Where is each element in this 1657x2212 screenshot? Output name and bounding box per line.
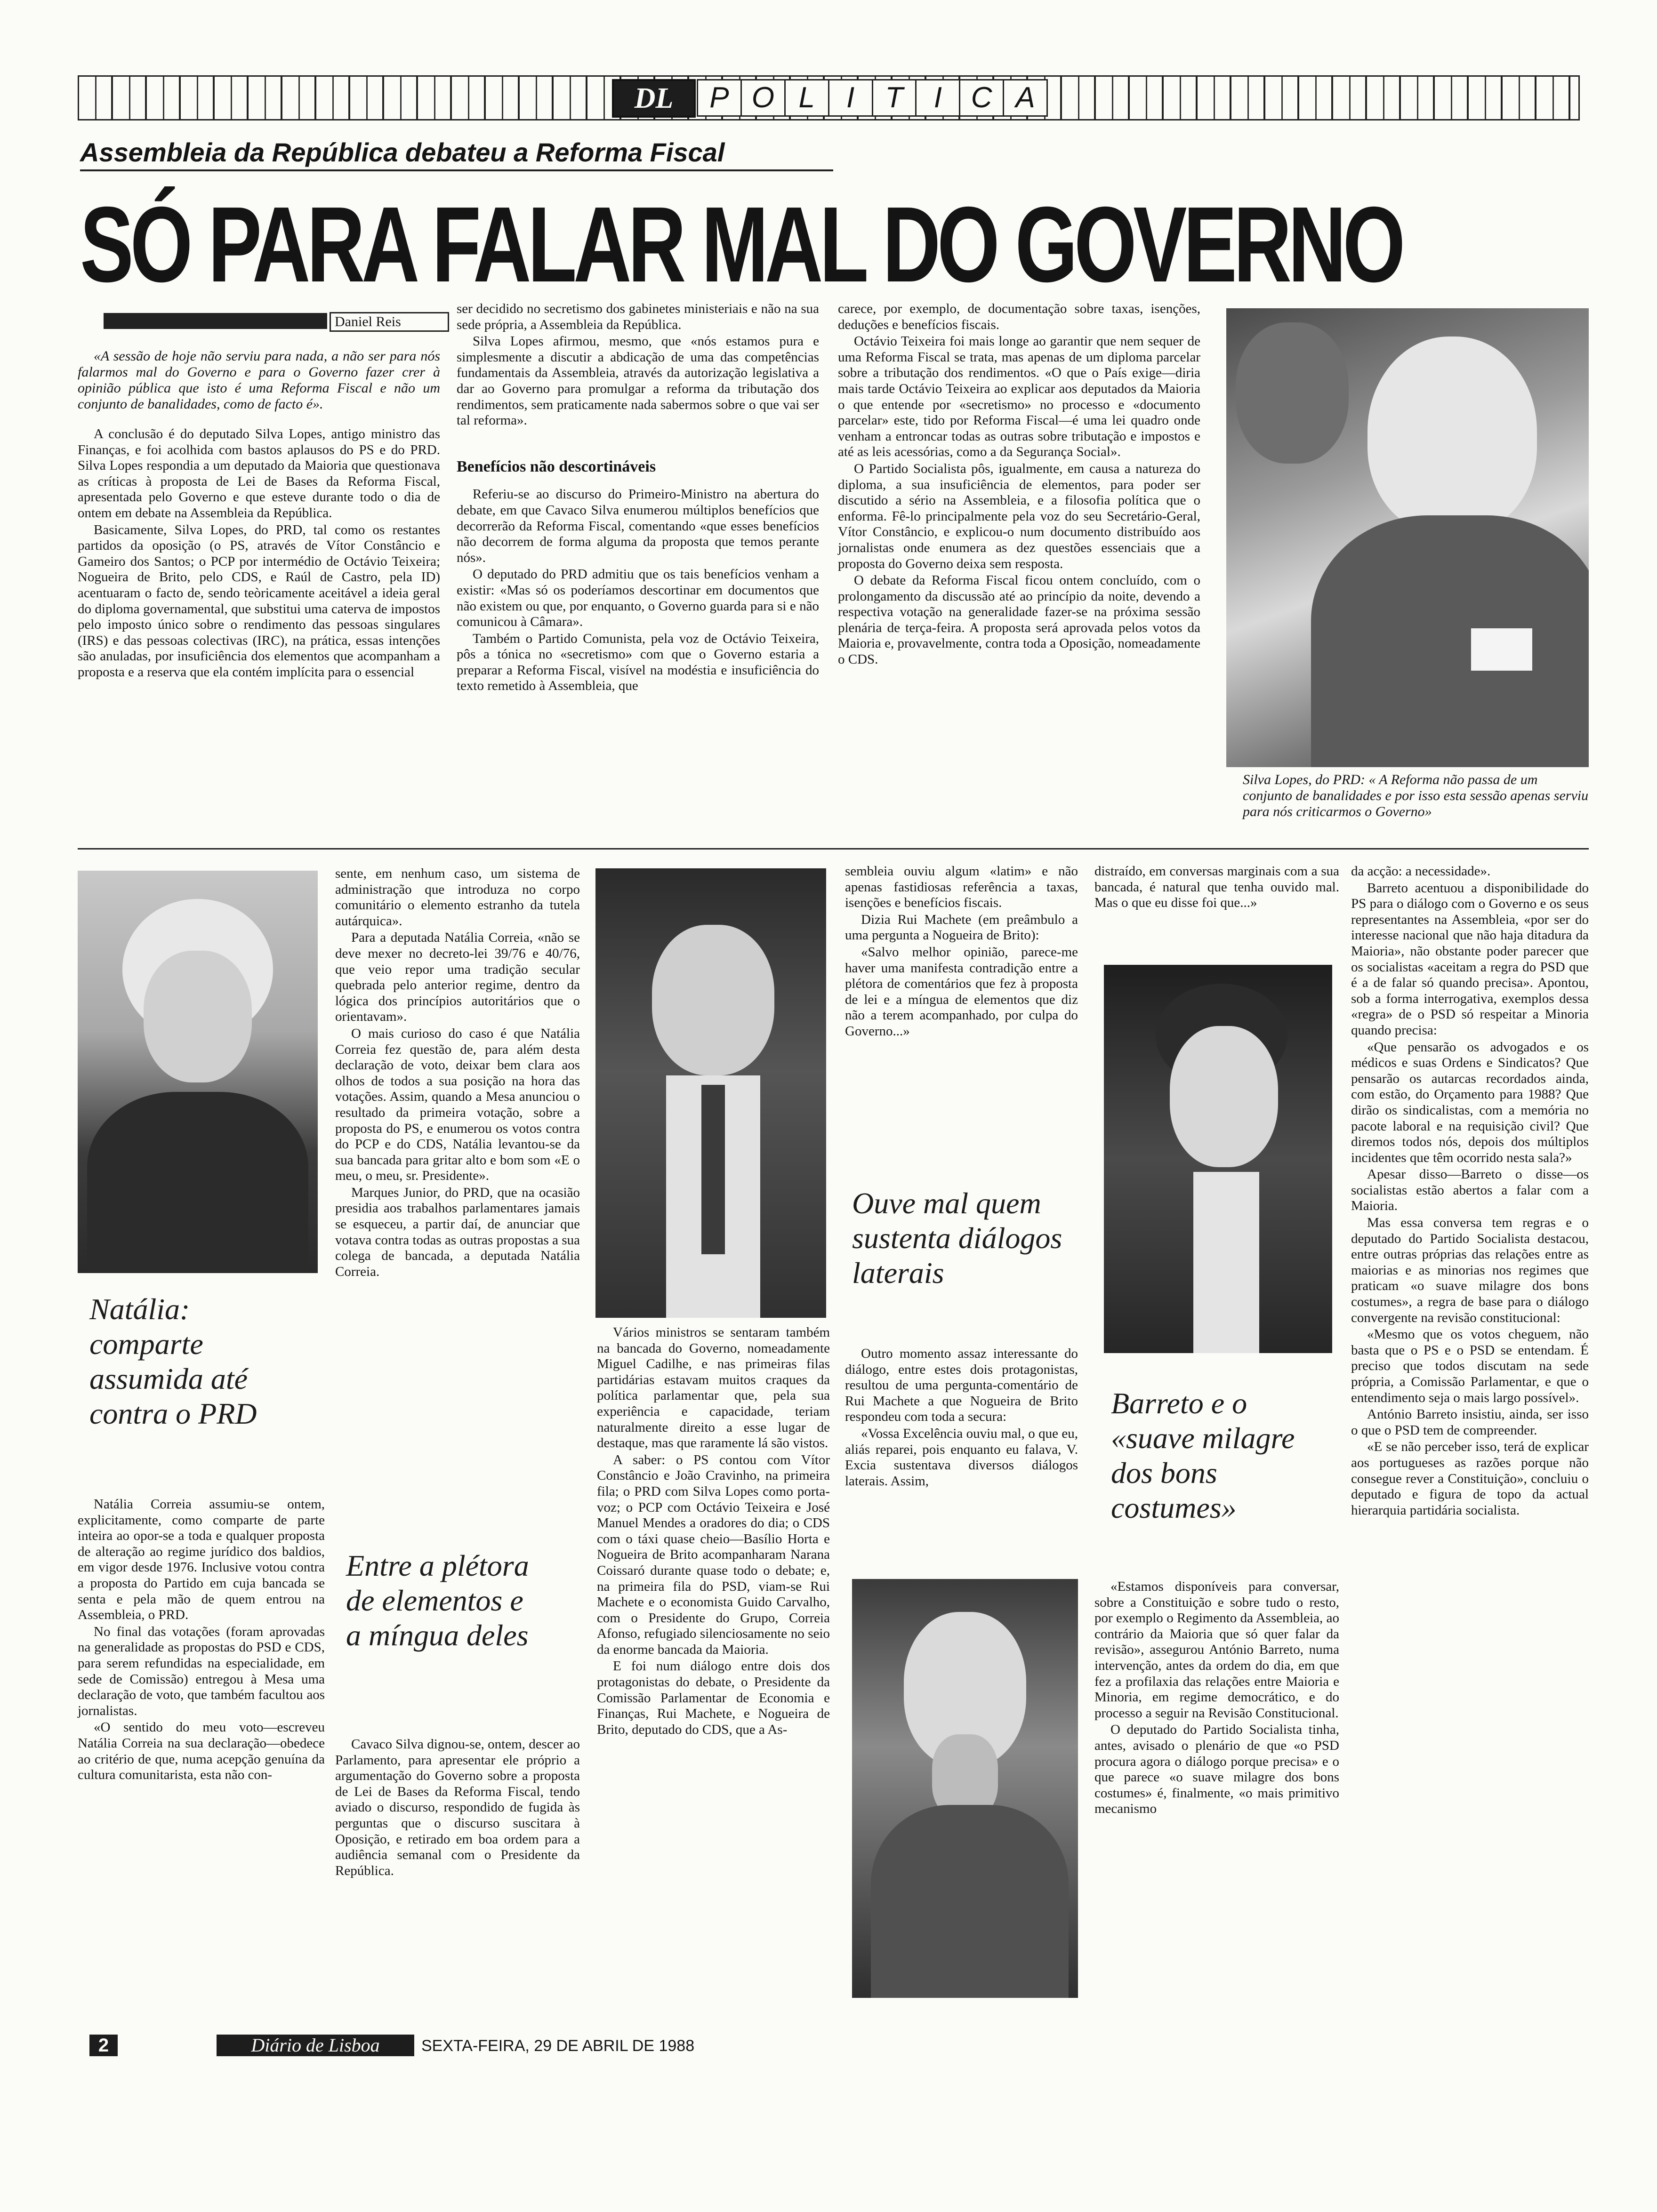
paragraph: A conclusão é do deputado Silva Lopes, antigo ministro das Finanças, e foi acolhida com bastos aplausos do PS e do PRD. Silva Lopes respondia a um deputado da Maioria que questionava as críticas à proposta de Lei de Bases da Reforma Fiscal, apresentada pelo Governo e que esteve durante todo o dia de ontem em debate na Assembleia da República. xyxy=(78,426,440,521)
paragraph: carece, por exemplo, de documentação sobre taxas, isenções, deduções e benefícios fiscais. xyxy=(838,301,1200,332)
article-column-b4 xyxy=(845,864,1078,1041)
section-letter: I xyxy=(829,80,873,115)
paragraph: ser decidido no secretismo dos gabinetes ministeriais e não na sua sede própria, a Assembleia da República. xyxy=(457,301,819,332)
photo-caption: Silva Lopes, do PRD: « A Reforma não passa de um conjunto de banalidades e por isso esta sessão apenas serviu para nós criticarmos o Governo» xyxy=(1243,772,1589,819)
article-column-b6 xyxy=(1351,864,1589,1519)
paragraph: sembleia ouviu algum «latim» e não apenas fastidiosas referência a taxas, isenções e benefícios fiscais. xyxy=(845,864,1078,911)
paragraph: Barreto acentuou a disponibilidade do PS para o diálogo com o Governo e os seus representantes na Assembleia, «por ser do interesse nacional que não haja ditadura da Maioria», não obstante poder parecer que os socialistas «aceitam a regra do PSD que é a de falar só quando precisa». Apontou, sob a forma interrogativa, exemplos dessa «regra» de o PSD só respeitar a Minoria quando precisa: xyxy=(1351,880,1589,1038)
article-column-b2 xyxy=(335,866,580,1281)
paragraph: sente, em nenhum caso, um sistema de administração que introduza no corpo comunitário o elemento estranho da tutela autárquica». xyxy=(335,866,580,929)
portrait-body xyxy=(871,1805,1069,1998)
paragraph: «Que pensarão os advogados e os médicos e suas Ordens e Sindicatos? Que pensarão os autarcas recordados ainda, com estão, do Orçamento para 1988? Que dirão os sindicalistas, com a memória no pacote laboral e na requisição civil? Que diremos todos nós, depois dos múltiplos incidentes que têm ocorrido nesta sala?» xyxy=(1351,1039,1589,1165)
portrait-face xyxy=(1170,1026,1278,1167)
paragraph: «Vossa Excelência ouviu mal, o que eu, aliás reparei, pois enquanto eu falava, V. Excia sustentava diversos diálogos laterais. Assim, xyxy=(845,1426,1078,1489)
paragraph: O Partido Socialista pôs, igualmente, em causa a natureza do diploma, a sua insuficiência de elementos, para poder ser discutido a sério na Assembleia, e a filosofia política que o enforma. Fê-lo principalmente pela voz do seu Secretário-Geral, Vítor Constâncio, e explicou-o num documento distribuído aos jornalistas onde enumera as dez questões essenciais que a proposta do Governo deixa sem resposta. xyxy=(838,461,1200,571)
section-letter: A xyxy=(1015,81,1035,114)
article-column-b2b xyxy=(335,1737,580,1880)
paragraph: Para a deputada Natália Correia, «não se deve mexer no decreto-lei 39/76 e 40/76, que veio repor uma tradição secular quebrada pelo anterior regime, dentro da lógica dos princípios autoritários que o orientavam». xyxy=(335,930,580,1025)
section-logo: DL xyxy=(612,79,696,118)
pull-quote-pletora: Entre a plétora de elementos e a míngua deles xyxy=(346,1549,529,1652)
article-column-b5 xyxy=(1094,864,1339,912)
background-figure xyxy=(1236,322,1349,464)
section-letter: T xyxy=(873,80,917,115)
paragraph: Dizia Rui Machete (em preâmbulo a uma pergunta a Nogueira de Brito): xyxy=(845,912,1078,943)
portrait-head xyxy=(1367,337,1537,534)
article-column-b5b xyxy=(1094,1579,1339,1818)
paragraph: Também o Partido Comunista, pela voz de Octávio Teixeira, pôs a tónica no «secretismo» com que o Governo estaria a preparar a Reforma Fiscal, visível na modéstia e insuficiência do texto remetido à Assembleia, que xyxy=(457,631,819,694)
paragraph: O mais curioso do caso é que Natália Correia fez questão de, para além desta declaração de voto, deixar bem clara aos olhos de todos a sua posição na hora das votações. Assim, quando a Mesa anunciou o resultado da primeira votação, sobre a proposta do PS, e enumerou os votos contra do PCP e do CDS, Natália levantou-se da sua bancada para gritar alto e bom som «E o meu, o meu, sr. Presidente». xyxy=(335,1026,580,1184)
article-column-1 xyxy=(78,348,440,681)
photo-antonio-barreto xyxy=(1104,965,1332,1353)
lead-paragraph: «A sessão de hoje não serviu para nada, a não ser para nós falarmos mal do Governo e para o Governo fazer crer à opinião pública que isto é uma Reforma Fiscal e não um conjunto de banalidades, como de facto é». xyxy=(78,348,440,412)
paragraph: Silva Lopes afirmou, mesmo, que «nós estamos pura e simplesmente a discutir a abdicação de uma das competências fundamentais da Assembleia, através da autorização legislativa a dar ao Governo para promulgar a reforma da tributação dos rendimentos, sem praticamente nada sabermos sobre o que vai ser tal reforma». xyxy=(457,334,819,428)
pull-quote-ouve-mal: Ouve mal quem sustenta diálogos laterais xyxy=(852,1186,1062,1290)
paragraph: Mas essa conversa tem regras e o deputado do Partido Socialista destacou, entre outras próprias das relações entre as maiorias e as minorias nos regimes que praticam «o suave milagre dos bons costumes», a regra de base para o diálogo convergente na revisão constitucional: xyxy=(1351,1215,1589,1325)
paragraph: Cavaco Silva dignou-se, ontem, descer ao Parlamento, para apresentar ele próprio a argumentação do Governo sobre a proposta de Lei de Bases da Reforma Fiscal, tendo aviado o discurso, respondido de fugida às perguntas que o discurso suscitara à Oposição, e retirado em boa ordem para a audiência semanal com o Presidente da República. xyxy=(335,1737,580,1878)
paragraph: Referiu-se ao discurso do Primeiro-Ministro na abertura do debate, em que Cavaco Silva enumerou múltiplos benefícios que decorrerão da Reforma Fiscal, comentando «que esses benefícios não decorrem de forma alguma da proposta que temos perante nós». xyxy=(457,487,819,565)
kicker: Assembleia da República debateu a Reforma Fiscal xyxy=(80,137,833,171)
paragraph: António Barreto insistiu, ainda, ser isso o que o PSD tem de compreender. xyxy=(1351,1407,1589,1438)
photo-natalia-correia xyxy=(78,871,318,1273)
photo-silva-lopes xyxy=(1226,308,1589,767)
photo-cavaco-silva xyxy=(595,868,826,1318)
section-letter: I xyxy=(917,80,960,115)
article-column-b3 xyxy=(597,1325,830,1739)
portrait-tie xyxy=(701,1085,725,1254)
name-badge xyxy=(1471,628,1532,671)
footer-page-number: 2 xyxy=(89,2035,118,2056)
section-letter: L xyxy=(786,80,829,115)
paragraph: O deputado do Partido Socialista tinha, antes, avisado o plenário de que «o PSD procura agora o diálogo porque precisa» e o que parece «o suave milagre dos bons costumes» é, finalmente, «o mais primitivo mecanismo xyxy=(1094,1722,1339,1817)
article-column-3 xyxy=(838,301,1200,669)
paragraph: «O sentido do meu voto—escreveu Natália Correia na sua declaração—obedece ao critério de que, numa acepção genuína da cultura comunitarista, esta não con- xyxy=(78,1720,325,1783)
section-letter: C xyxy=(960,80,1004,115)
paragraph: No final das votações (foram aprovadas na generalidade as propostas do PSD e CDS, para serem refundidas na especialidade, em sede de Comissão) entregou à Mesa uma declaração de voto, que também facultou aos jornalistas. xyxy=(78,1624,325,1718)
paragraph: da acção: a necessidade». xyxy=(1351,864,1491,879)
portrait-face xyxy=(144,951,252,1082)
paragraph: Marques Junior, do PRD, que na ocasião presidia aos trabalhos parlamentares jamais se esqueceu, a partir daí, de anunciar que votava contra todas as outras propostas a sua colega de bancada, a deputada Natália Correia. xyxy=(335,1185,580,1279)
portrait-shirt xyxy=(1193,1172,1259,1353)
portrait-face xyxy=(652,925,774,1075)
subheading: Benefícios não descortináveis xyxy=(457,457,656,475)
footer-date: SEXTA-FEIRA, 29 DE ABRIL DE 1988 xyxy=(421,2037,695,2055)
paragraph: distraído, em conversas marginais com a sua bancada, é natural que tenha ouvido mal. Mas o que eu disse foi que...» xyxy=(1094,864,1339,911)
paragraph: «Mesmo que os votos cheguem, não basta que o PS e o PSD se entendam. É preciso que todos discutam na sede própria, a Comissão Parlamentar, e que o entendimento seja o mais largo possível». xyxy=(1351,1327,1589,1405)
paragraph: Octávio Teixeira foi mais longe ao garantir que nem sequer de uma Reforma Fiscal se trata, mas apenas de um diploma parcelar sobre a tributação dos rendimentos. «O que o País exige—diria mais tarde Octávio Teixeira ao explicar aos deputados da Maioria o que entende por «secretismo» no processo e «documento parcelar» este, tido por Reforma Fiscal—é uma lei quadro onde venham a entroncar todas as outras sobre tributação e impostos e até as leis acessórias, como a da Segurança Social». xyxy=(838,334,1200,460)
paragraph: «Salvo melhor opinião, parece-me haver uma manifesta contradição entre a plétora de comentários que fez à proposta de lei e a míngua de elementos que diz não a terem acompanhado, por culpa do Governo...» xyxy=(845,944,1078,1039)
paragraph: A saber: o PS contou com Vítor Constâncio e João Cravinho, na primeira fila; o PRD com Silva Lopes como porta-voz; o PCP com Octávio Teixeira e José Manuel Mendes a oradores do dia; o CDS com o táxi quase cheio—Basílio Horta e Nogueira de Brito acompanharam Narana Coissaró durante quase todo o debate; e, na primeira fila do PSD, viam-se Rui Machete e o economista Guido Carvalho, com o Presidente do Grupo, Correia Afonso, refugiado silenciosamente no seio da enorme bancada da Maioria. xyxy=(597,1452,830,1657)
paragraph: Natália Correia assumiu-se ontem, explicitamente, como comparte de parte inteira ao opor-se a toda e qualquer proposta de alteração ao regime jurídico dos baldios, em vigor desde 1976. Inclusive votou contra a proposta do Partido em cuja bancada se senta e pela mão de quem entrou na Assembleia, o PRD. xyxy=(78,1497,325,1623)
portrait-body xyxy=(87,1092,308,1273)
section-letter: P xyxy=(698,80,742,115)
portrait-body xyxy=(1311,515,1589,767)
paragraph: Basicamente, Silva Lopes, do PRD, tal como os restantes partidos da oposição (o PS, através de Vítor Constâncio e Gameiro dos Santos; o PCP por intermédio de Octávio Teixeira; Nogueira de Brito, pelo CDS, e Raúl de Castro, pela ID) acentuaram o facto de, sendo teòricamente aceitável a ideia geral do diploma governamental, que substitui uma caterva de impostos pelo imposto único sobre o rendimento das pessoas singulares (IRS) e das pessoas colectivas (IRC), na prática, essas intenções são anuladas, por insuficiência dos elementos que acompanham a proposta e a reserva que ela contém implícita para o essencial xyxy=(78,522,440,680)
photo-nogueira-de-brito xyxy=(852,1579,1078,1998)
paragraph: Vários ministros se sentaram também na bancada do Governo, nomeadamente Miguel Cadilhe, e nas primeiras filas partidárias estavam muitos craques da política parlamentar que, pela sua experiência e capacidade, teriam naturalmente direito a esse lugar de destaque, mas que raramente lá são vistos. xyxy=(597,1325,830,1451)
headline: SÓ PARA FALAR MAL DO GOVERNO xyxy=(80,185,1402,305)
article-column-b1 xyxy=(78,1497,325,1784)
paragraph: O debate da Reforma Fiscal ficou ontem concluído, com o prolongamento da discussão até ao princípio da noite, devendo a respectiva votação na generalidade fazer-se na próxima sessão plenária de terça-feira. A proposta será aprovada pelos votos da Maioria e, provavelmente, contra toda a Oposição, nomeadamente o CDS. xyxy=(838,573,1200,667)
article-column-b4b xyxy=(845,1346,1078,1490)
paragraph: O deputado do PRD admitiu que os tais benefícios venham a existir: «Mas só os poderíamos descortinar em documentos que não existem ou que, por enquanto, o Governo guarda para si e não comunicou à Câmara». xyxy=(457,567,819,630)
section-name xyxy=(697,79,1048,117)
section-letter: O xyxy=(742,80,786,115)
pull-quote-natalia: Natália: comparte assumida até contra o PRD xyxy=(89,1292,257,1430)
paragraph: Outro momento assaz interessante do diálogo, entre estes dois protagonistas, resultou de uma pergunta-comentário de Rui Machete a que Nogueira de Brito respondeu com toda a secura: xyxy=(845,1346,1078,1425)
pull-quote-barreto: Barreto e o «suave milagre dos bons costumes» xyxy=(1111,1387,1295,1524)
footer-paper-name: Diário de Lisboa xyxy=(217,2035,414,2056)
section-divider xyxy=(78,848,1589,850)
paragraph: «E se não perceber isso, terá de explicar aos portugueses as razões porque não consegue rever a Constituição», concluiu o deputado e figura de topo da actual hierarquia partidária socialista. xyxy=(1351,1439,1589,1518)
paragraph: «Estamos disponíveis para conversar, sobre a Constituição e sobre tudo o resto, por exemplo o Regimento da Assembleia, ao contrário da Maioria que só quer falar da revisão», assegurou António Barreto, numa intervenção, antes da ordem do dia, em que fez a profilaxia das relações entre Maioria e Minoria, em regime democrático, e do processo a seguir na Revisão Constitucional. xyxy=(1094,1579,1339,1721)
byline: Daniel Reis xyxy=(330,312,449,332)
paragraph: E foi num diálogo entre dois dos protagonistas do debate, o Presidente da Comissão Parlamentar de Economia e Finanças, Rui Machete, e Nogueira de Brito, deputado do CDS, que a As- xyxy=(597,1659,830,1737)
byline-rule xyxy=(104,313,327,329)
paragraph: Apesar disso—Barreto o disse—os socialistas estão abertos a falar com a Maioria. xyxy=(1351,1167,1589,1214)
article-column-2 xyxy=(457,301,819,695)
